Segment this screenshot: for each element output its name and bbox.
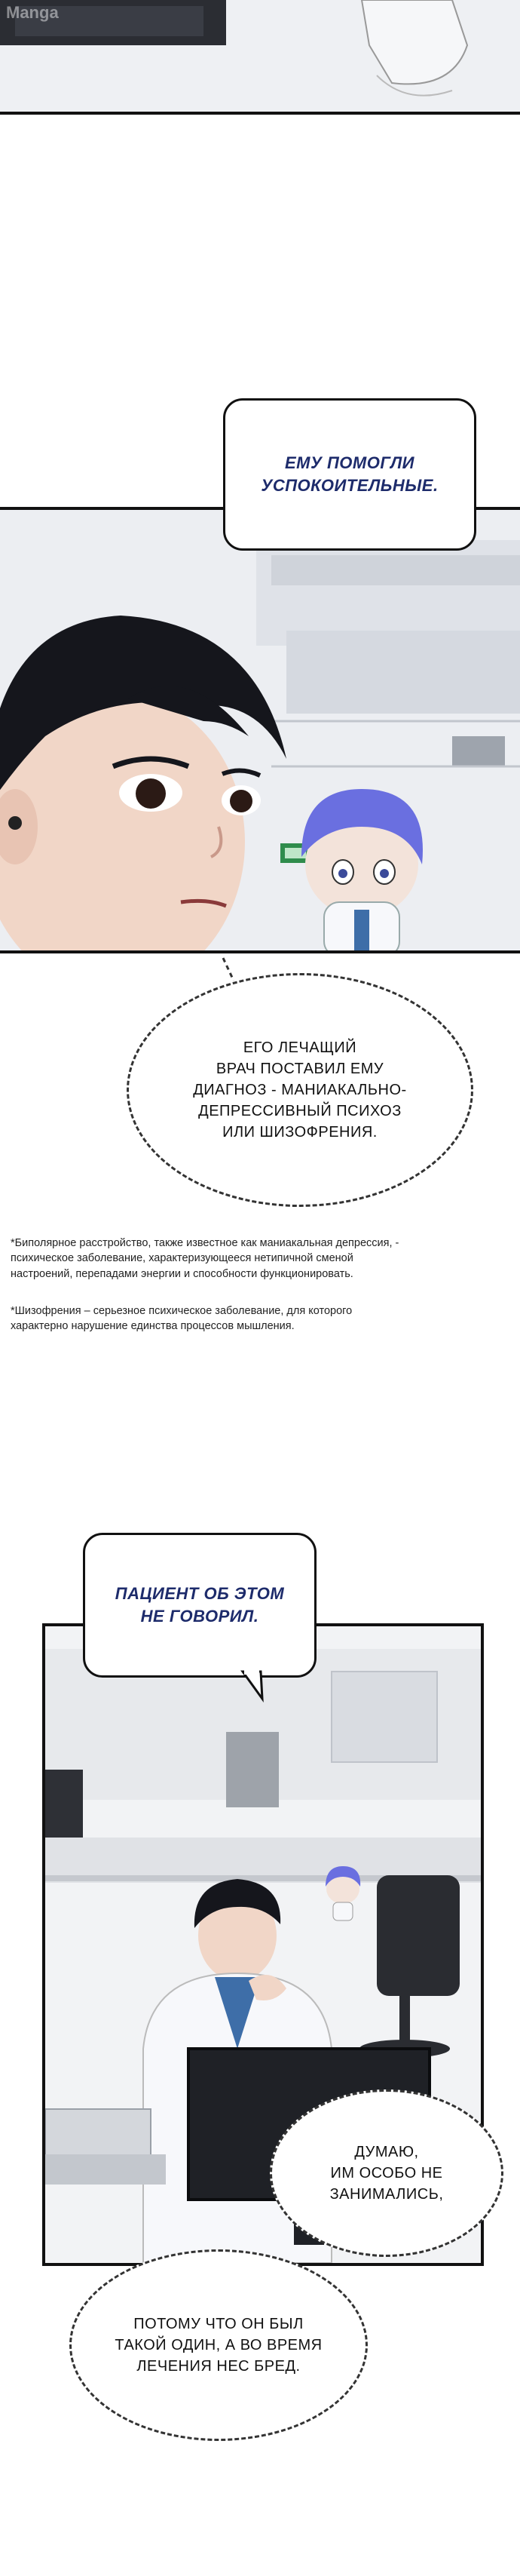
speech-text-sedatives: ЕМУ ПОМОГЛИ УСПОКОИТЕЛЬНЫЕ. bbox=[261, 453, 439, 495]
water-cooler bbox=[226, 1732, 279, 1807]
panel-top-art bbox=[0, 0, 520, 112]
ceiling-vent bbox=[452, 736, 505, 766]
doctor-eye-right bbox=[230, 790, 252, 812]
footnote-bipolar: *Биполярное расстройство, также известное как маниакальная депрессия, - психическое заболевание, характеризующееся нетипичной сменой настроений, перепадами энергии и способности функционировать. bbox=[11, 1237, 399, 1280]
office-chair bbox=[377, 1875, 460, 1996]
thought-text-alone-nonsense: ПОТОМУ ЧТО ОН БЫЛ ТАКОЙ ОДИН, А ВО ВРЕМЯ ЛЕЧЕНИЯ НЕС БРЕД. bbox=[115, 2316, 323, 2375]
footnote-schizophrenia: *Шизофрения – серьезное психическое заболевание, для которого характерно нарушение единства процессов мышления. bbox=[11, 1305, 353, 1333]
speech-text-patient-silent: ПАЦИЕНТ ОБ ЭТОМ НЕ ГОВОРИЛ. bbox=[115, 1584, 285, 1626]
panel-doctor-chibi bbox=[0, 507, 520, 953]
speech-bubble-sedatives bbox=[223, 398, 476, 551]
thought-bubble-alone-nonsense bbox=[69, 2249, 368, 2441]
earphone-icon bbox=[8, 816, 22, 830]
thought-tail bbox=[219, 955, 249, 985]
doctor-eye-left bbox=[136, 778, 166, 809]
thought-bubble-not-treated bbox=[270, 2089, 503, 2257]
panel-doctor-art bbox=[0, 510, 520, 953]
watermark: Manga bbox=[6, 3, 59, 22]
speech-bubble-patient-silent bbox=[83, 1533, 317, 1678]
printer bbox=[45, 1770, 83, 1845]
thought-text-diagnosis: ЕГО ЛЕЧАЩИЙ ВРАЧ ПОСТАВИЛ ЕМУ ДИАГНОЗ - МАНИАКАЛЬНО- ДЕПРЕССИВНЫЙ ПСИХОЗ ИЛИ ШИЗОФРЕНИЯ. bbox=[193, 1039, 407, 1141]
thought-bubble-diagnosis bbox=[127, 973, 473, 1207]
panel-top bbox=[0, 0, 520, 115]
speech-tail-2 bbox=[241, 1672, 271, 1709]
thought-text-not-treated: ДУМАЮ, ИМ ОСОБО НЕ ЗАНИМАЛИСЬ, bbox=[329, 2144, 444, 2203]
